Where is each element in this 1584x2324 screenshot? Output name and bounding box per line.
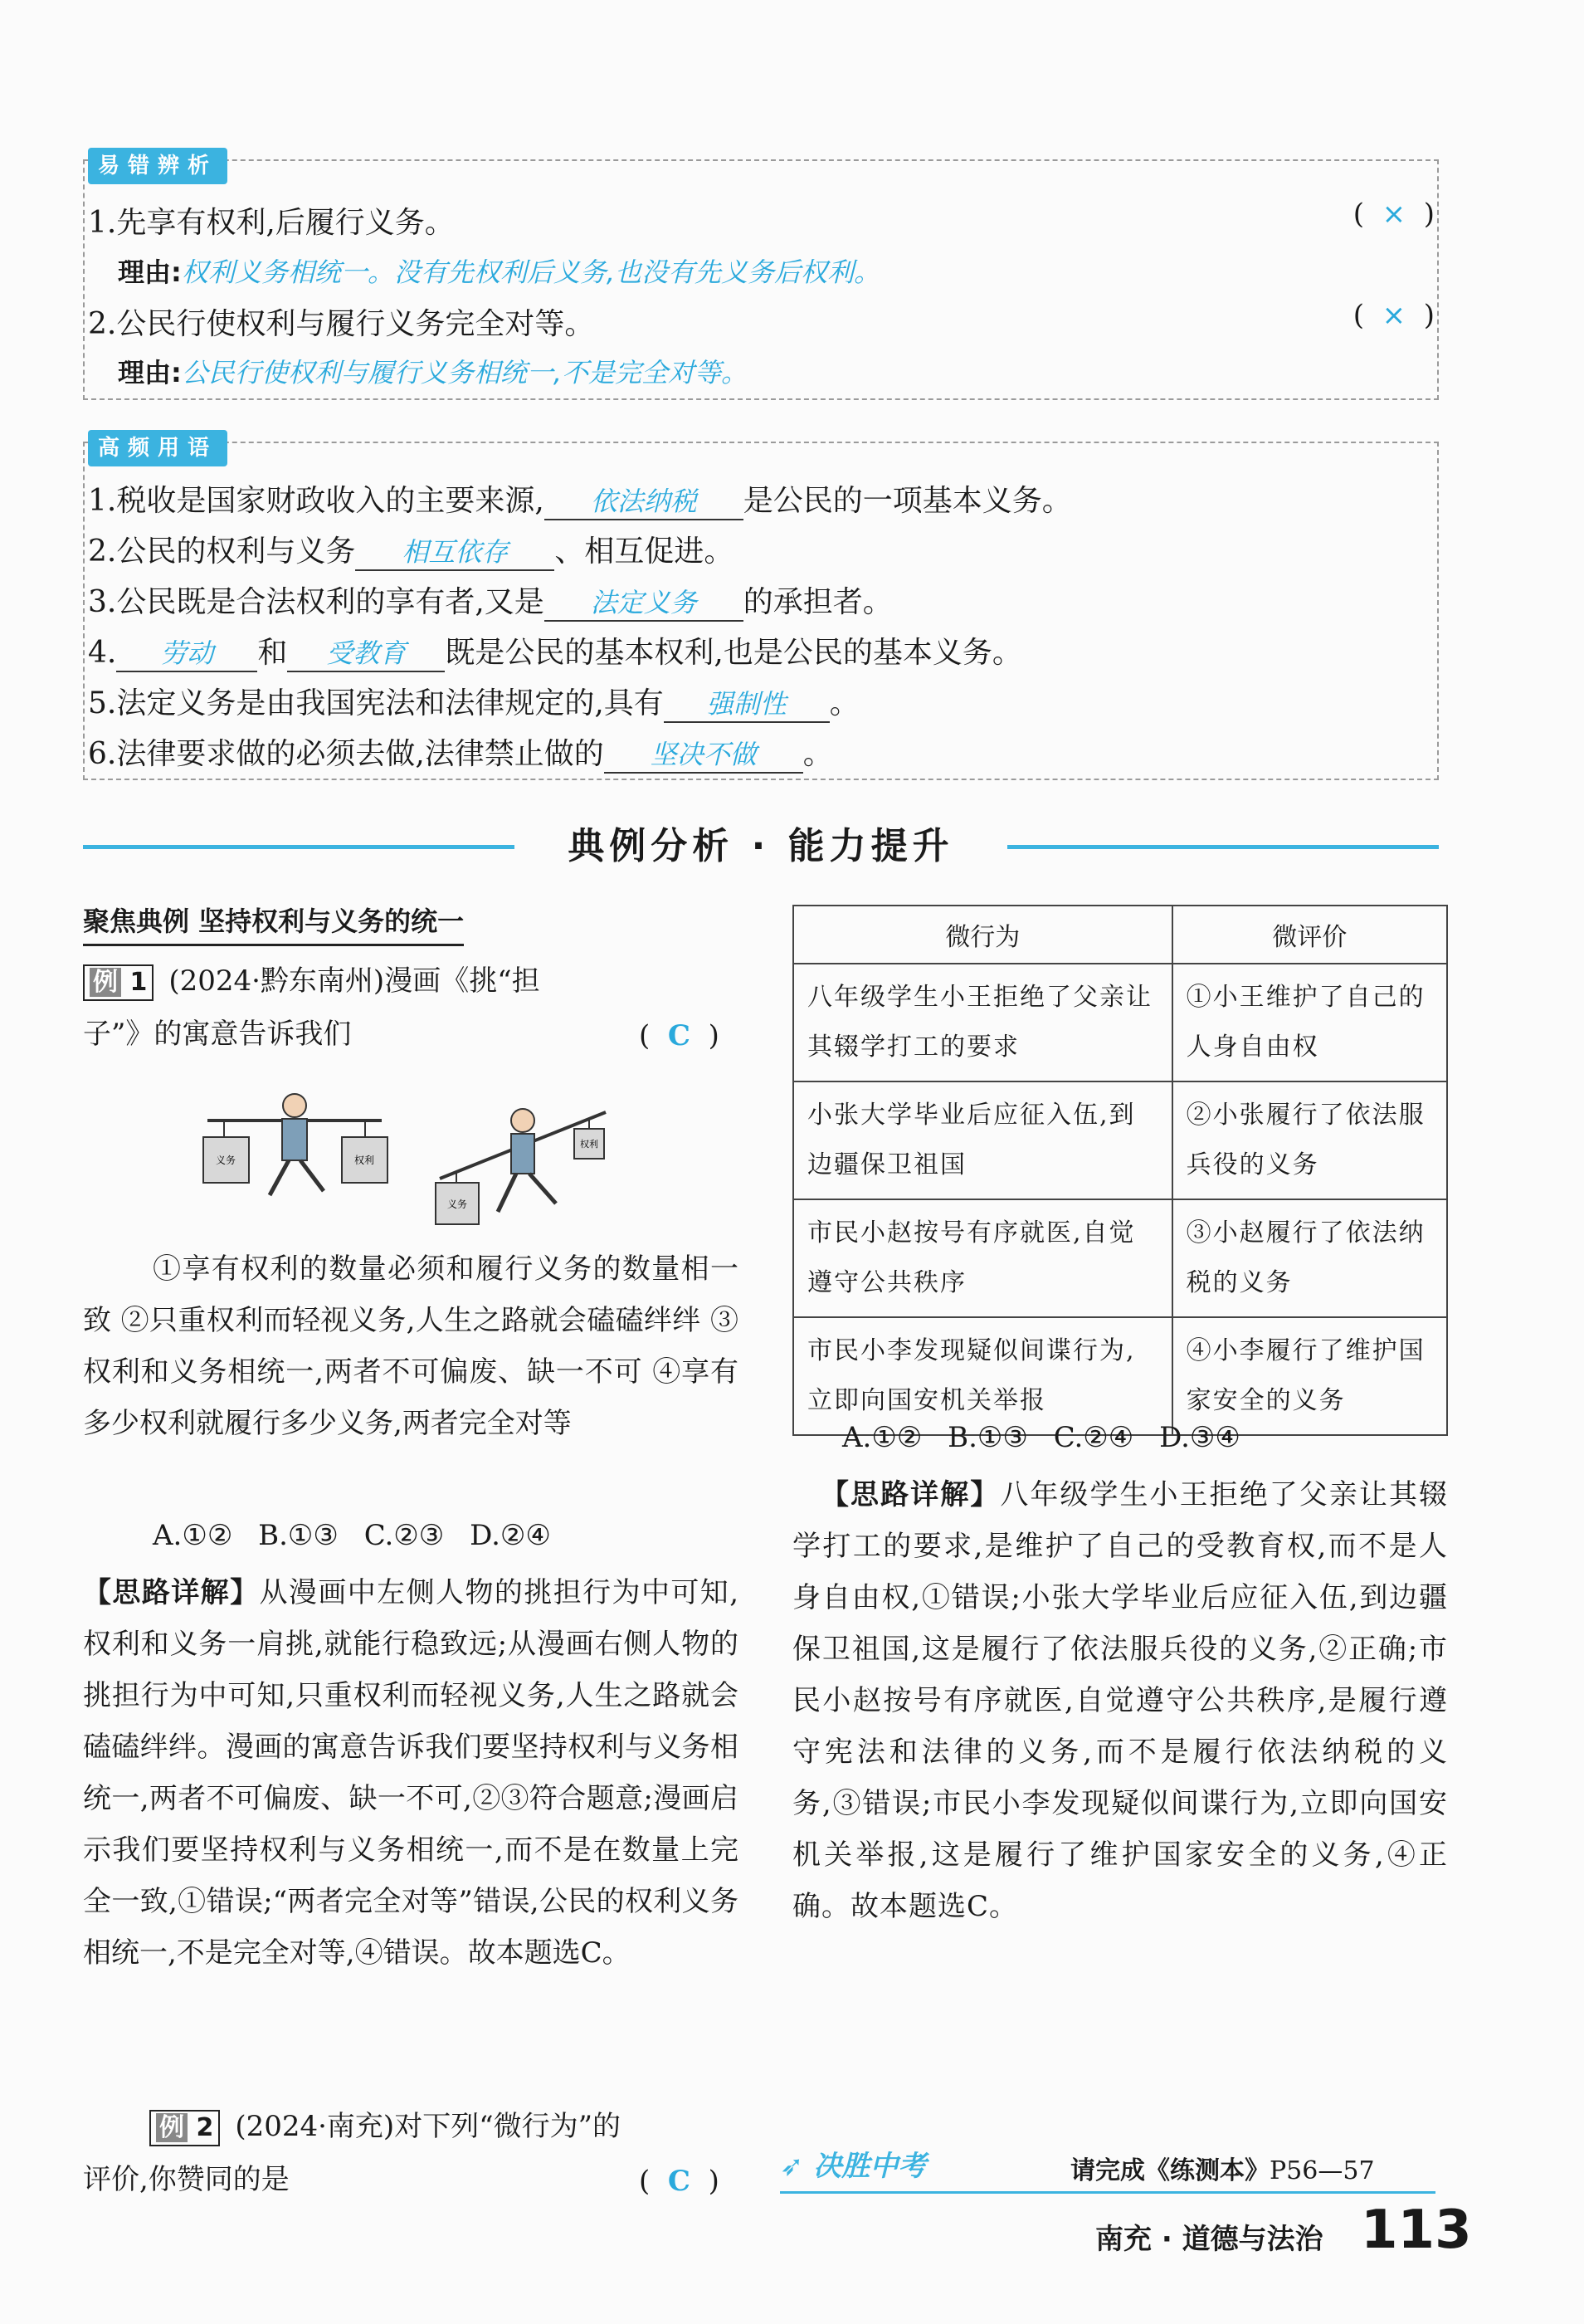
example-2-analysis: 【思路详解】八年级学生小王拒绝了父亲让其辍学打工的要求,是维护了自己的受教育权,而不是人身自由权,①错误;小张大学毕业后应征入伍,到边疆保卫祖国,这是履行了依法服兵役的义务,②正确;市民小赵按号有序就医,自觉遵守公共秩序,是履行遵守宪法和法律的义务,而不是履行依法纳税的义务,③错误;市民小李发现疑似间谍行为,立即向国安机关举报,这是履行了维护国家安全的义务,④正确。故本题选C。 xyxy=(792,1478,1449,1923)
footer-subject: 南充 · 道德与法治 xyxy=(1095,2223,1323,2256)
table-cell-behavior: 八年级学生小王拒绝了父亲让其辍学打工的要求 xyxy=(793,964,1172,1081)
focus-heading: 聚焦典例 坚持权利与义务的统一 xyxy=(83,901,464,946)
table-cell-evaluation: ②小张履行了依法服兵役的义务 xyxy=(1172,1081,1447,1199)
table-cell-behavior: 市民小李发现疑似间谍行为,立即向国安机关举报 xyxy=(793,1317,1172,1435)
table-row xyxy=(793,1081,1447,1199)
phrase-line-6: 6.法律要求做的必须去做,法律禁止做的 坚决不做 。 xyxy=(88,730,833,774)
cartoon-left-bag2: 权利 xyxy=(353,1155,375,1166)
table-row xyxy=(793,964,1447,1081)
example-1-analysis: 【思路详解】从漫画中左侧人物的挑担行为中可知,权利和义务一肩挑,就能行稳致远;从漫画右侧人物的挑担行为中可知,只重权利而轻视义务,人生之路就会磕磕绊绊。漫画的寓意告诉我们要坚持权利与义务相统一,两者不可偏废、缺一不可,②③符合题意;漫画启示我们要坚持权利与义务相统一,而不是在数量上完全一致,①错误;“两者完全对等”错误,公民的权利义务相统一,不是完全对等,④错误。故本题选C。 xyxy=(83,1576,739,1970)
table-cell-evaluation: ③小赵履行了依法纳税的义务 xyxy=(1172,1199,1447,1317)
example-1-options: A.①② B.①③ C.②③ D.②④ xyxy=(153,1519,551,1552)
phrase-line-5: 5.法定义务是由我国宪法和法律规定的,具有 强制性 。 xyxy=(88,680,860,723)
error-reason-2: 理由:公民行使权利与履行义务相统一,不是完全对等。 xyxy=(118,357,748,388)
table-cell-behavior: 小张大学毕业后应征入伍,到边疆保卫祖国 xyxy=(793,1081,1172,1199)
cartoon-left-figure xyxy=(203,1094,387,1195)
table-cell-evaluation: ④小李履行了维护国家安全的义务 xyxy=(1172,1317,1447,1435)
banner-title: 典例分析 · 能力提升 xyxy=(568,825,954,867)
error-mark-1: ( × ) xyxy=(1352,198,1435,231)
table-row xyxy=(793,1317,1447,1435)
table-cell-evaluation: ①小王维护了自己的人身自由权 xyxy=(1172,964,1447,1081)
table-header-behavior: 微行为 xyxy=(793,906,1172,964)
example-2-question: 例 2 (2024·南充)对下列“微行为”的 评价,你赞同的是 xyxy=(83,2110,621,2196)
footer-divider xyxy=(780,2191,1435,2194)
cartoon-right-bag2: 权利 xyxy=(580,1139,598,1150)
example-2-options: A.①② B.①③ C.②④ D.③④ xyxy=(842,1421,1240,1454)
example-2-badge: 例 2 xyxy=(149,2110,220,2146)
example-1-statements: ①享有权利的数量必须和履行义务的数量相一致 ②只重权利而轻视义务,人生之路就会磕磕绊绊 ③权利和义务相统一,两者不可偏废、缺一不可 ④享有多少权利就履行多少义务,两者完全对等 xyxy=(83,1252,738,1440)
error-statement-1: 1.先享有权利,后履行义务。 xyxy=(88,206,455,240)
cartoon-right-figure xyxy=(436,1109,606,1224)
cartoon-left-bag1: 义务 xyxy=(215,1155,236,1166)
errors-tag: 易错辨析 xyxy=(88,148,227,184)
example-2-answer: ( C ) xyxy=(639,2165,719,2198)
cartoon-right-bag1: 义务 xyxy=(446,1199,468,1210)
micro-behavior-table xyxy=(792,905,1448,1436)
phrase-line-2: 2.公民的权利与义务 相互依存 、相互促进。 xyxy=(88,528,734,571)
cartoon-image xyxy=(191,1087,622,1228)
phrase-line-1: 1.税收是国家财政收入的主要来源, 依法纳税 是公民的一项基本义务。 xyxy=(88,477,1072,520)
runner-icon: ➶ xyxy=(780,2150,804,2183)
footer-practice-reference: 请完成《练测本》P56—57 xyxy=(1070,2156,1375,2185)
example-1-question: 例 1 (2024·黔东南州)漫画《挑“担 子”》的寓意告诉我们 xyxy=(83,964,540,1051)
phrase-line-3: 3.公民既是合法权利的享有者,又是 法定义务 的承担者。 xyxy=(88,579,893,622)
phrase-line-4: 4. 劳动 和 受教育 既是公民的基本权利,也是公民的基本义务。 xyxy=(88,629,1022,672)
error-reason-1: 理由:权利义务相统一。没有先权利后义务,也没有先义务后权利。 xyxy=(118,256,880,288)
example-1-badge: 例 1 xyxy=(83,964,154,1001)
page-number: 113 xyxy=(1361,2200,1472,2261)
phrases-tag: 高频用语 xyxy=(88,430,227,466)
table-header-row xyxy=(793,906,1447,964)
table-header-evaluation: 微评价 xyxy=(1172,906,1447,964)
section-banner xyxy=(83,818,1439,876)
error-statement-2: 2.公民行使权利与履行义务完全对等。 xyxy=(88,307,595,341)
table-cell-behavior: 市民小赵按号有序就医,自觉遵守公共秩序 xyxy=(793,1199,1172,1317)
error-mark-2: ( × ) xyxy=(1352,299,1435,332)
table-row xyxy=(793,1199,1447,1317)
footer-brand-logo: ➶ 决胜中考 xyxy=(780,2150,927,2183)
example-1-answer: ( C ) xyxy=(639,1019,719,1052)
